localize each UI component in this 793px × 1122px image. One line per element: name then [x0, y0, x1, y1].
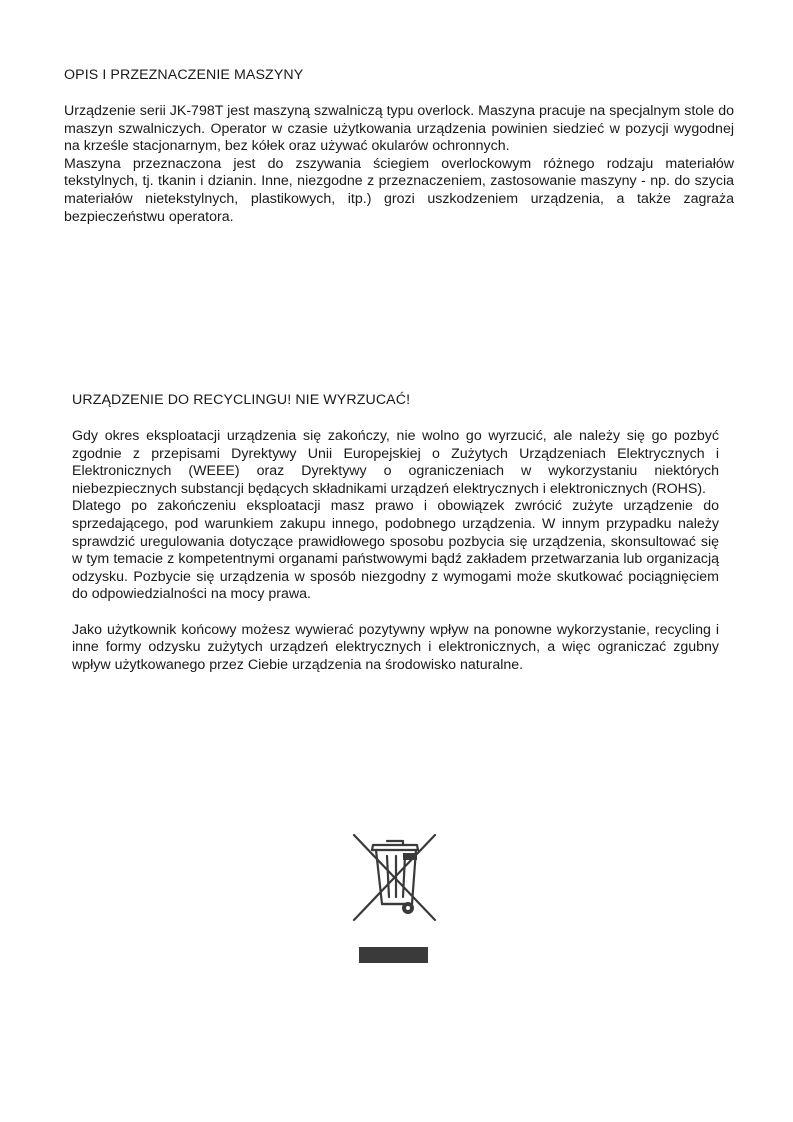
weee-underline-bar: [359, 947, 428, 963]
section-heading: URZĄDZENIE DO RECYCLINGU! NIE WYRZUCAĆ!: [72, 392, 411, 408]
machine-description-section: [64, 66, 734, 226]
recycling-section: [72, 391, 719, 674]
section-heading: OPIS I PRZEZNACZENIE MASZYNY: [64, 67, 304, 83]
paragraph: Maszyna przeznaczona jest do zszywania ściegiem overlockowym różnego rodzaju materiałów tekstylnych, tj. tkanin i dzianin. Inne, niezgodne z przeznaczeniem, zastosowanie maszyny - np. do szycia materiałów nietekstylnych, plastikowych, itp.) grozi uszkodzeniem urządzenia, a także zagraża bezpieczeństwu operatora.: [64, 155, 734, 225]
paragraph: Urządzenie serii JK-798T jest maszyną szwalniczą typu overlock. Maszyna pracuje na specjalnym stole do maszyn szwalniczych. Operator w czasie użytkowania urządzenia powinien siedzieć w pozycji wygodnej na krześle stacjonarnym, bez kółek oraz używać okularów ochronnych.: [64, 103, 734, 155]
crossed-out-wheelie-bin-icon: [351, 832, 439, 924]
paragraph: Gdy okres eksploatacji urządzenia się zakończy, nie wolno go wyrzucić, ale należy się go pozbyć zgodnie z przepisami Dyrektywy Unii Europejskiej o Zużytych Urządzeniach Elektrycznych i Elektronicznych (WEEE) oraz Dyrektywy o ograniczeniach w wykorzystaniu niektórych niebezpiecznych substancji będących składnikami urządzeń elektrycznych i elektronicznych (ROHS).: [72, 428, 719, 497]
paragraph: Jako użytkownik końcowy możesz wywierać pozytywny wpływ na ponowne wykorzystanie, recycling i inne formy odzysku zużytych urządzeń elektrycznych i elektronicznych, a więc ograniczać zgubny wpływ użytkowanego przez Ciebie urządzenia na środowisko naturalne.: [72, 621, 719, 673]
paragraph: Dlatego po zakończeniu eksploatacji masz prawo i obowiązek zwrócić zużyte urządzenie do sprzedającego, pod warunkiem zakupu innego, podobnego urządzenia. W innym przypadku należy sprawdzić uregulowania dotyczące prawidłowego sposobu pozbycia się urządzenia, skonsultować się w tym temacie z kompetentnymi organami państwowymi bądź zakładem przetwarzania lub organizacją odzysku. Pozbycie się urządzenia w sposób niezgodny z wymogami może skutkować pociągnięciem do odpowiedzialności na mocy prawa.: [72, 498, 719, 603]
paragraph-spacer: [72, 604, 719, 622]
